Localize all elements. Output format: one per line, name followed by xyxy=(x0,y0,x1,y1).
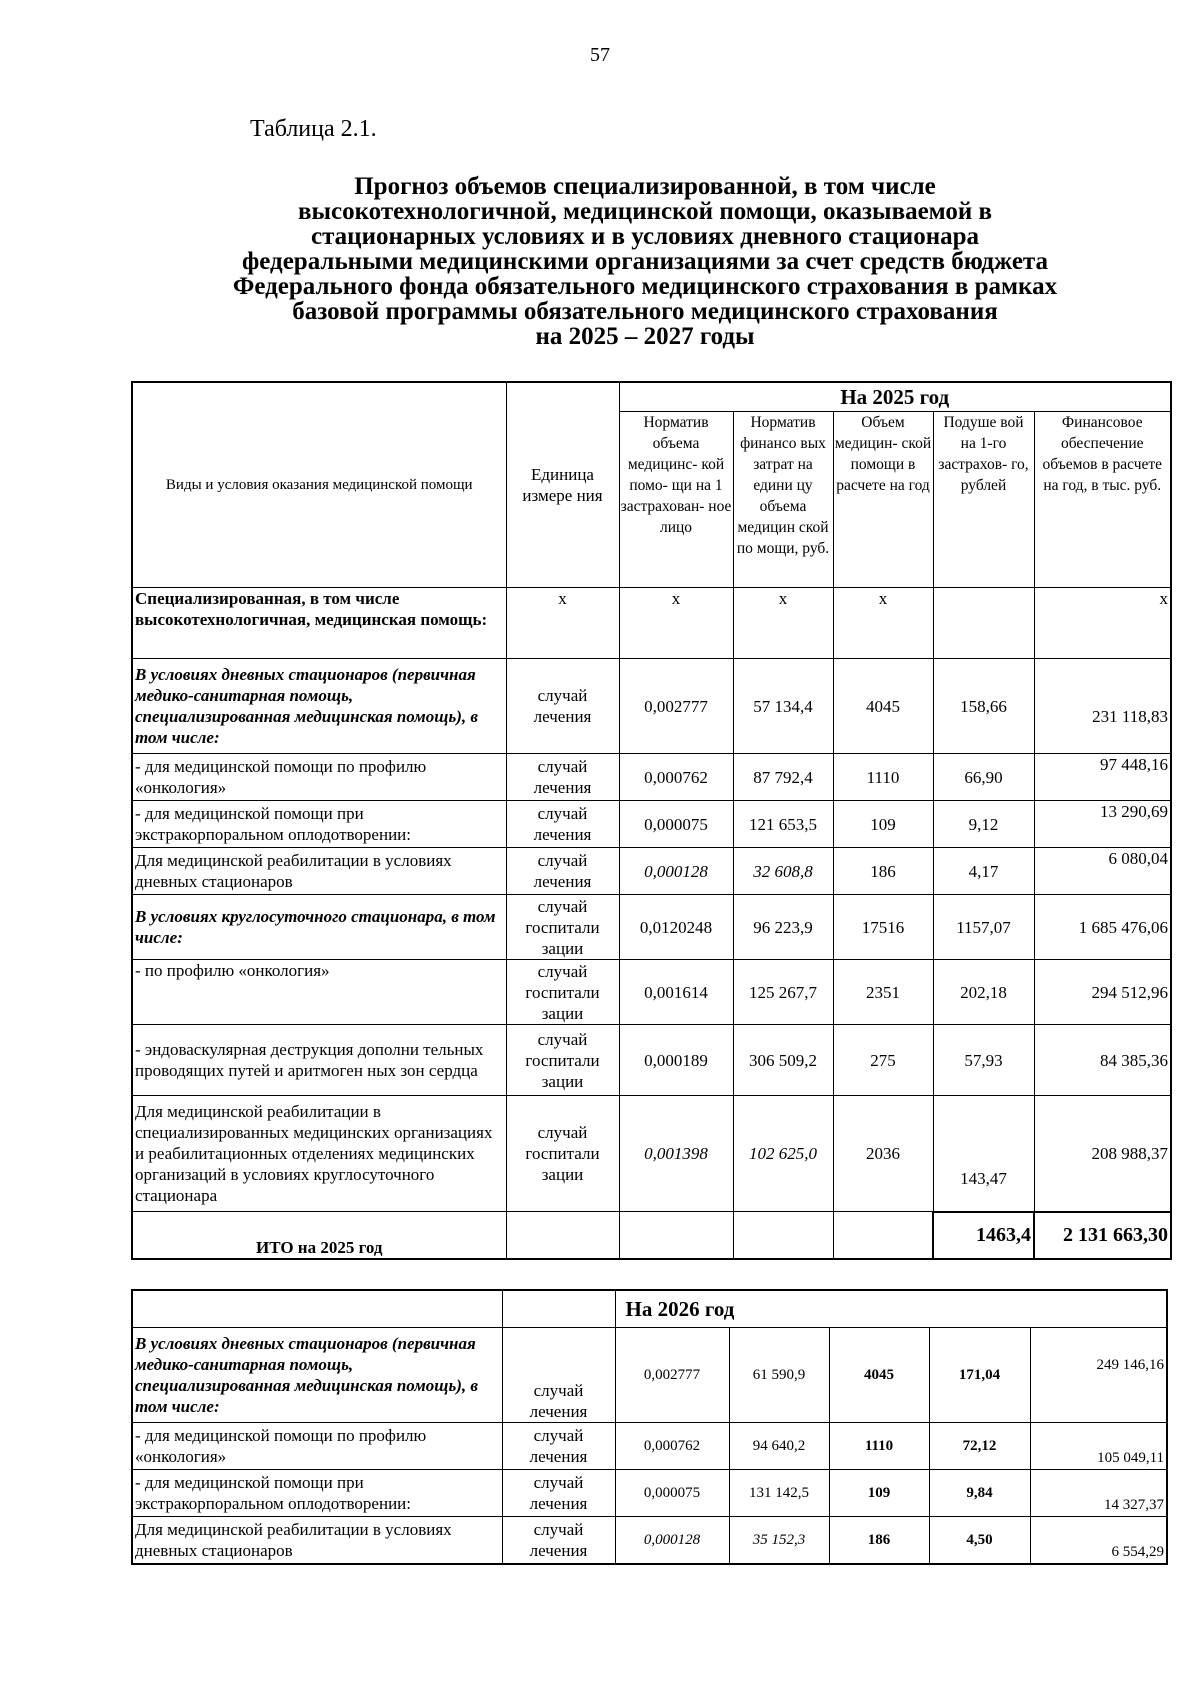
title-line: стационарных условиях и в условиях дневного стационара xyxy=(310,223,980,250)
table-row xyxy=(132,1470,1167,1517)
table-row xyxy=(132,1096,1171,1212)
row-name: - для медицинской помощи по профилю «онкология» xyxy=(132,1423,502,1470)
row-name: Для медицинской реабилитации в специализированных медицинских организациях и реабилитационных отделениях медицинских организаций в условиях круглосуточного стационара xyxy=(132,1096,506,1212)
row-c2: 57 134,4 xyxy=(733,659,833,754)
table-row xyxy=(132,801,1171,848)
header-col-financing: Финансовое обеспечение объемов в расчете на год, в тыс. руб. xyxy=(1034,412,1171,588)
row-c5: 14 327,37 xyxy=(1030,1470,1167,1517)
page-number: 57 xyxy=(590,44,610,66)
table-row xyxy=(132,1328,1167,1423)
row-c5: 294 512,96 xyxy=(1034,960,1171,1025)
row-unit: случай госпитали зации xyxy=(506,1025,619,1096)
header-col-per-capita: Подуше вой на 1-го застрахов- го, рублей xyxy=(933,412,1034,588)
header-col-norm-volume: Норматив объема медицинс- кой помо- щи на 1 застрахован- ное лицо xyxy=(619,412,733,588)
empty-cell xyxy=(132,1290,502,1328)
row-c4: 4,50 xyxy=(929,1517,1030,1565)
row-c2: 121 653,5 xyxy=(733,801,833,848)
row-c4: 1157,07 xyxy=(933,895,1034,960)
table-row xyxy=(132,588,1171,659)
row-c5: х xyxy=(1034,588,1171,659)
table-row xyxy=(132,960,1171,1025)
row-c4: 9,84 xyxy=(929,1470,1030,1517)
header-year-2025: На 2025 год xyxy=(619,382,1171,412)
row-name: Для медицинской реабилитации в условиях дневных стационаров xyxy=(132,848,506,895)
row-c4: 9,12 xyxy=(933,801,1034,848)
row-c4: 4,17 xyxy=(933,848,1034,895)
row-unit: случай лечения xyxy=(502,1423,615,1470)
row-c1: 0,001614 xyxy=(619,960,733,1025)
row-c2: 87 792,4 xyxy=(733,754,833,801)
row-name: Для медицинской реабилитации в условиях дневных стационаров xyxy=(132,1517,502,1565)
row-c4: 57,93 xyxy=(933,1025,1034,1096)
row-unit: случай лечения xyxy=(502,1517,615,1565)
row-name: - для медицинской помощи при экстракорпоральном оплодотворении: xyxy=(132,1470,502,1517)
row-name: - для медицинской помощи по профилю «онкология» xyxy=(132,754,506,801)
row-c2: 32 608,8 xyxy=(733,848,833,895)
row-c3: х xyxy=(833,588,933,659)
title-line: Прогноз объемов специализированной, в том числе xyxy=(354,173,936,200)
row-c4 xyxy=(933,588,1034,659)
row-c5: 208 988,37 xyxy=(1034,1096,1171,1212)
row-c3: 109 xyxy=(833,801,933,848)
row-c3 xyxy=(833,1212,933,1260)
row-c2: 102 625,0 xyxy=(733,1096,833,1212)
row-c5: 6 080,04 xyxy=(1034,848,1171,895)
row-name: В условиях дневных стационаров (первичная медико-санитарная помощь, специализированная медицинская помощь), в том числе: xyxy=(132,659,506,754)
row-c4: 66,90 xyxy=(933,754,1034,801)
header-unit: Единица измере ния xyxy=(506,382,619,588)
header-row xyxy=(132,382,1171,412)
row-c1: 0,002777 xyxy=(615,1328,729,1423)
row-c1: 0,000075 xyxy=(615,1470,729,1517)
table-2025 xyxy=(131,381,1172,1260)
row-c2: 35 152,3 xyxy=(729,1517,829,1565)
row-unit: случай госпитали зации xyxy=(506,960,619,1025)
row-c2: 94 640,2 xyxy=(729,1423,829,1470)
row-name: В условиях круглосуточного стационара, в том числе: xyxy=(132,895,506,960)
table-label: Таблица 2.1. xyxy=(250,116,377,142)
table-row xyxy=(132,754,1171,801)
row-c3: 186 xyxy=(833,848,933,895)
row-unit xyxy=(506,1212,619,1260)
row-c3: 275 xyxy=(833,1025,933,1096)
row-c3: 2351 xyxy=(833,960,933,1025)
row-c1: 0,000128 xyxy=(619,848,733,895)
row-name: В условиях дневных стационаров (первичная медико-санитарная помощь, специализированная медицинская помощь), в том числе: xyxy=(132,1328,502,1423)
total-per-capita: 1463,4 xyxy=(933,1212,1034,1260)
row-c5: 1 685 476,06 xyxy=(1034,895,1171,960)
row-unit: случай госпитали зации xyxy=(506,895,619,960)
row-c4: 158,66 xyxy=(933,659,1034,754)
row-c5: 84 385,36 xyxy=(1034,1025,1171,1096)
row-c2 xyxy=(733,1212,833,1260)
row-c3: 1110 xyxy=(829,1423,929,1470)
row-c3: 1110 xyxy=(833,754,933,801)
row-unit: х xyxy=(506,588,619,659)
row-c2: 125 267,7 xyxy=(733,960,833,1025)
row-c4: 72,12 xyxy=(929,1423,1030,1470)
title-line: федеральными медицинскими организациями за счет средств бюджета xyxy=(241,248,1049,275)
total-row xyxy=(132,1212,1171,1260)
empty-cell xyxy=(502,1290,615,1328)
table-row xyxy=(132,1025,1171,1096)
row-c5: 249 146,16 xyxy=(1030,1328,1167,1423)
row-unit: случай лечения xyxy=(506,659,619,754)
row-c5: 6 554,29 xyxy=(1030,1517,1167,1565)
header-row xyxy=(132,1290,1167,1328)
header-year-2026: На 2026 год xyxy=(615,1290,1167,1328)
row-c5: 97 448,16 xyxy=(1034,754,1171,801)
row-c1 xyxy=(619,1212,733,1260)
row-c1: 0,000128 xyxy=(615,1517,729,1565)
row-c3: 17516 xyxy=(833,895,933,960)
table-row xyxy=(132,895,1171,960)
row-unit: случай лечения xyxy=(506,754,619,801)
row-name: - для медицинской помощи при экстракорпоральном оплодотворении: xyxy=(132,801,506,848)
row-c1: 0,0120248 xyxy=(619,895,733,960)
row-c3: 4045 xyxy=(833,659,933,754)
row-c2: х xyxy=(733,588,833,659)
row-unit: случай госпитали зации xyxy=(506,1096,619,1212)
row-c2: 96 223,9 xyxy=(733,895,833,960)
total-label: ИТО на 2025 год xyxy=(132,1212,506,1260)
row-c5: 13 290,69 xyxy=(1034,801,1171,848)
row-c4: 143,47 xyxy=(933,1096,1034,1212)
document-title xyxy=(150,174,1140,349)
table-row xyxy=(132,848,1171,895)
table-2026 xyxy=(131,1289,1168,1565)
row-c1: х xyxy=(619,588,733,659)
header-col-norm-cost: Норматив финансо вых затрат на едини цу объема медицин ской по мощи, руб. xyxy=(733,412,833,588)
row-unit: случай лечения xyxy=(502,1328,615,1423)
row-name: - эндоваскулярная деструкция дополни тельных проводящих путей и аритмоген ных зон сердца xyxy=(132,1025,506,1096)
title-line: на 2025 – 2027 годы xyxy=(535,323,755,350)
row-c2: 131 142,5 xyxy=(729,1470,829,1517)
row-c3: 2036 xyxy=(833,1096,933,1212)
row-c1: 0,001398 xyxy=(619,1096,733,1212)
row-c3: 186 xyxy=(829,1517,929,1565)
row-c1: 0,000189 xyxy=(619,1025,733,1096)
total-financing: 2 131 663,30 xyxy=(1034,1212,1171,1260)
row-c5: 105 049,11 xyxy=(1030,1423,1167,1470)
row-unit: случай лечения xyxy=(502,1470,615,1517)
row-c1: 0,000762 xyxy=(615,1423,729,1470)
row-c1: 0,002777 xyxy=(619,659,733,754)
row-c4: 202,18 xyxy=(933,960,1034,1025)
table-row xyxy=(132,1423,1167,1470)
row-c1: 0,000075 xyxy=(619,801,733,848)
header-types: Виды и условия оказания медицинской помощи xyxy=(132,382,506,588)
row-c3: 4045 xyxy=(829,1328,929,1423)
title-line: базовой программы обязательного медицинского страхования xyxy=(292,298,998,325)
row-c5: 231 118,83 xyxy=(1034,659,1171,754)
row-unit: случай лечения xyxy=(506,848,619,895)
table-row xyxy=(132,1517,1167,1565)
title-line: высокотехнологичной, медицинской помощи, оказываемой в xyxy=(297,198,993,225)
header-col-volume: Объем медицин- ской помощи в расчете на год xyxy=(833,412,933,588)
title-line: Федерального фонда обязательного медицинского страхования в рамках xyxy=(232,273,1058,300)
row-name: - по профилю «онкология» xyxy=(132,960,506,1025)
row-c2: 61 590,9 xyxy=(729,1328,829,1423)
table-row xyxy=(132,659,1171,754)
row-c3: 109 xyxy=(829,1470,929,1517)
row-name: Специализированная, в том числе высокотехнологичная, медицинская помощь: xyxy=(132,588,506,659)
row-c2: 306 509,2 xyxy=(733,1025,833,1096)
row-c1: 0,000762 xyxy=(619,754,733,801)
row-c4: 171,04 xyxy=(929,1328,1030,1423)
row-unit: случай лечения xyxy=(506,801,619,848)
